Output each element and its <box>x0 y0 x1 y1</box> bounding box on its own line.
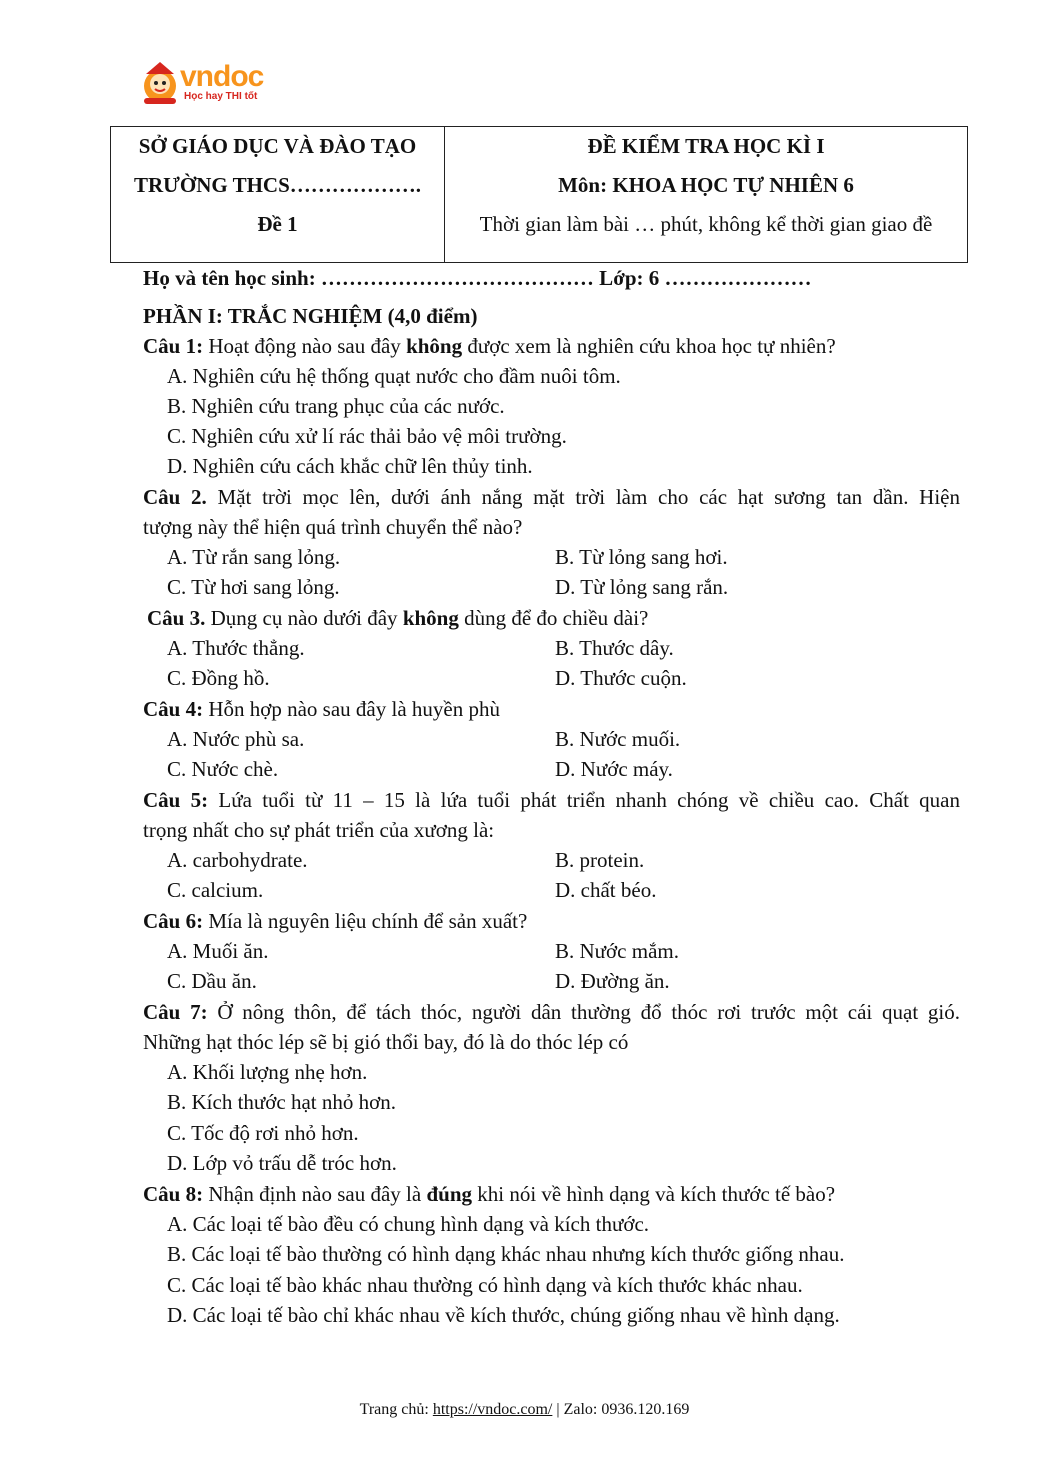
exam-title: ĐỀ KIỂM TRA HỌC KÌ I <box>587 134 825 158</box>
question-7-line-1 <box>143 997 960 1027</box>
department-name: SỞ GIÁO DỤC VÀ ĐÀO TẠO <box>138 134 417 158</box>
option-3c: C. Đồng hồ. <box>167 666 270 690</box>
question-text: được xem là nghiên cứu khoa học tự nhiên? <box>462 334 836 358</box>
option-6a: A. Muối ăn. <box>167 939 269 963</box>
logo-brand: vndoc <box>180 60 264 93</box>
option-6d: D. Đường ăn. <box>555 969 670 993</box>
option-1d: D. Nghiên cứu cách khắc chữ lên thủy tinh. <box>167 454 533 478</box>
option-5b: B. protein. <box>555 848 645 872</box>
option-4b: B. Nước muối. <box>555 727 681 751</box>
question-label: Câu 2. <box>143 485 207 509</box>
option-7b: B. Kích thước hạt nhỏ hơn. <box>167 1090 396 1114</box>
option-2c: C. Từ hơi sang lỏng. <box>167 575 340 599</box>
question-8 <box>143 1179 1049 1209</box>
question-emphasis: không <box>402 606 459 630</box>
option-6b: B. Nước mắm. <box>555 939 679 963</box>
student-name-line: Họ và tên học sinh: ………………………………… Lớp: 6 ………………… <box>143 266 812 290</box>
question-5-line-2: trọng nhất cho sự phát triển của xương là: <box>143 818 495 842</box>
option-2d: D. Từ lỏng sang rắn. <box>555 575 729 599</box>
option-8d: D. Các loại tế bào chỉ khác nhau về kích thước, chúng giống nhau về hình dạng. <box>167 1303 840 1327</box>
question-label: Câu 6: <box>143 909 204 933</box>
question-label: Câu 3. <box>147 606 206 630</box>
mascot-icon <box>138 60 182 106</box>
section-title: PHẦN I: TRẮC NGHIỆM (4,0 điểm) <box>143 304 478 328</box>
exam-code: Đề 1 <box>257 212 298 236</box>
question-label: Câu 8: <box>143 1182 204 1206</box>
question-3 <box>147 603 1049 633</box>
option-3b: B. Thước dây. <box>555 636 674 660</box>
option-3a: A. Thước thẳng. <box>167 636 305 660</box>
footer-prefix: Trang chủ: <box>359 1401 433 1418</box>
option-7a: A. Khối lượng nhẹ hơn. <box>167 1060 368 1084</box>
question-6 <box>143 906 1049 936</box>
option-8b: B. Các loại tế bào thường có hình dạng khác nhau nhưng kích thước giống nhau. <box>167 1242 845 1266</box>
option-2a: A. Từ rắn sang lỏng. <box>167 545 341 569</box>
question-2-line-2: tượng này thể hiện quá trình chuyển thể nào? <box>143 515 523 539</box>
question-text: Hỗn hợp nào sau đây là huyền phù <box>203 697 500 721</box>
option-7d: D. Lớp vỏ trấu dễ tróc hơn. <box>167 1151 397 1175</box>
page-footer <box>0 1398 1049 1422</box>
question-text: Mía là nguyên liệu chính để sản xuất? <box>203 909 528 933</box>
school-info <box>111 127 445 262</box>
option-4d: D. Nước máy. <box>555 757 673 781</box>
question-4 <box>143 694 1049 724</box>
option-7c: C. Tốc độ rơi nhỏ hơn. <box>167 1121 359 1145</box>
option-8c: C. Các loại tế bào khác nhau thường có hình dạng và kích thước khác nhau. <box>167 1273 803 1297</box>
option-6c: C. Dầu ăn. <box>167 969 257 993</box>
question-emphasis: đúng <box>426 1182 473 1206</box>
question-label: Câu 4: <box>143 697 204 721</box>
exam-header-table <box>110 126 968 263</box>
question-2-line-1 <box>143 482 960 512</box>
option-8a: A. Các loại tế bào đều có chung hình dạng và kích thước. <box>167 1212 650 1236</box>
option-3d: D. Thước cuộn. <box>555 666 687 690</box>
exam-duration: Thời gian làm bài … phút, không kể thời gian giao đề <box>479 212 933 236</box>
footer-contact: | Zalo: 0936.120.169 <box>552 1401 690 1418</box>
option-5c: C. calcium. <box>167 878 264 902</box>
vndoc-logo <box>138 58 288 108</box>
option-1b: B. Nghiên cứu trang phục của các nước. <box>167 394 505 418</box>
question-5-line-1 <box>143 785 960 815</box>
school-name: TRƯỜNG THCS………………. <box>133 173 422 197</box>
question-1 <box>143 331 1049 361</box>
question-label: Câu 1: <box>143 334 204 358</box>
option-5a: A. carbohydrate. <box>167 848 308 872</box>
question-text: dùng để đo chiều dài? <box>458 606 649 630</box>
option-1c: C. Nghiên cứu xử lí rác thải bảo vệ môi trường. <box>167 424 567 448</box>
option-1a: A. Nghiên cứu hệ thống quạt nước cho đầm nuôi tôm. <box>167 364 621 388</box>
question-text: Ở nông thôn, để tách thóc, người dân thường đổ thóc rơi trước một cái quạt gió. <box>207 1000 961 1024</box>
question-text: Lứa tuổi từ 11 – 15 là lứa tuổi phát triển nhanh chóng về chiều cao. Chất quan <box>208 788 961 812</box>
question-label: Câu 5: <box>143 788 209 812</box>
question-7-line-2: Những hạt thóc lép sẽ bị gió thổi bay, đó là do thóc lép có <box>143 1030 629 1054</box>
question-text: Nhận định nào sau đây là <box>203 1182 427 1206</box>
option-4c: C. Nước chè. <box>167 757 279 781</box>
homepage-link[interactable]: https://vndoc.com/ <box>432 1401 553 1418</box>
question-text: Mặt trời mọc lên, dưới ánh nắng mặt trời làm cho các hạt sương tan dần. Hiện <box>206 485 960 509</box>
logo-slogan: Học hay THI tốt <box>184 91 258 102</box>
question-text: Dụng cụ nào dưới đây <box>205 606 403 630</box>
exam-subject: Môn: KHOA HỌC TỰ NHIÊN 6 <box>558 173 854 197</box>
option-5d: D. chất béo. <box>555 878 657 902</box>
question-text: Hoạt động nào sau đây <box>203 334 407 358</box>
option-4a: A. Nước phù sa. <box>167 727 305 751</box>
question-label: Câu 7: <box>143 1000 208 1024</box>
question-text: khi nói về hình dạng và kích thước tế bào? <box>472 1182 836 1206</box>
question-emphasis: không <box>406 334 463 358</box>
option-2b: B. Từ lỏng sang hơi. <box>555 545 728 569</box>
exam-info <box>445 127 967 262</box>
